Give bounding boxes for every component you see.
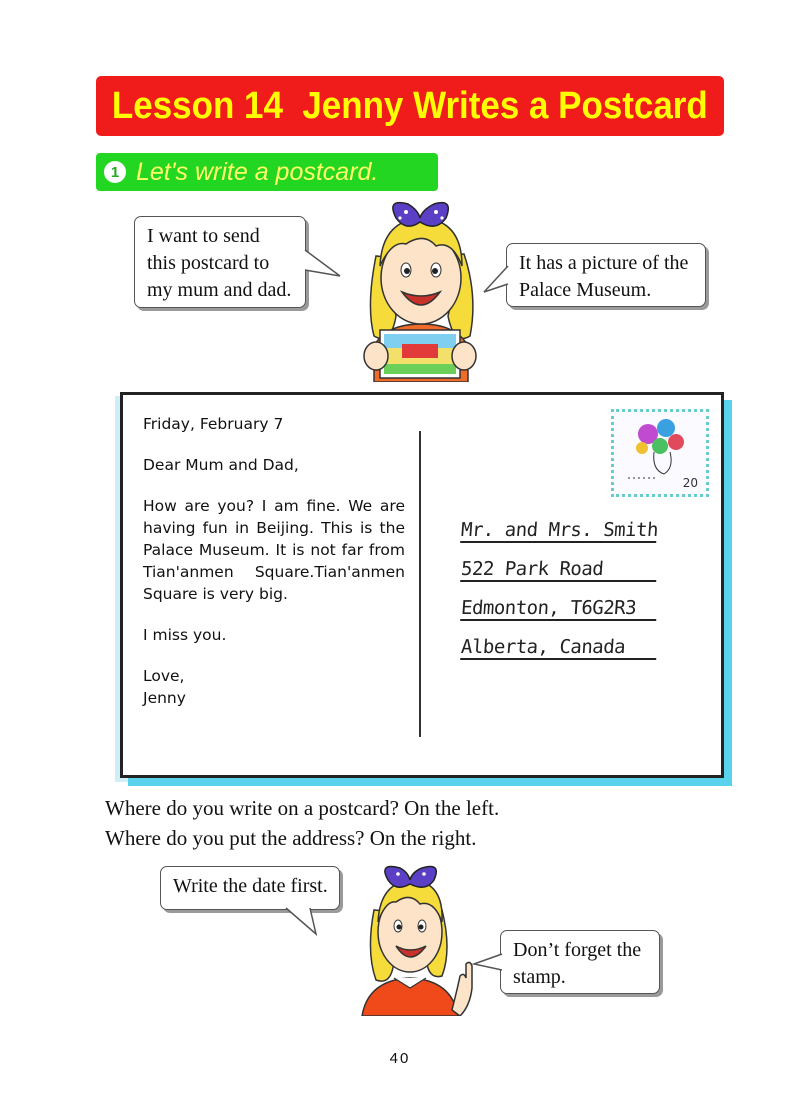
page-number: 40 — [389, 1050, 411, 1067]
bubble-line: I want to send — [147, 225, 260, 247]
lesson-title-banner — [96, 76, 724, 136]
section-heading: Let's write a postcard. — [136, 158, 379, 186]
postcard-message — [143, 413, 405, 709]
speech-bubble-tail — [470, 950, 504, 976]
postcard-date: Friday, February 7 — [143, 415, 284, 433]
postcard-signature: Jenny — [143, 689, 186, 707]
lesson-title: Lesson 14 Jenny Writes a Postcard — [112, 84, 708, 127]
postcard-divider-line — [419, 431, 421, 737]
bubble-line: Palace Museum. — [519, 279, 652, 301]
address-line-street: 522 Park Road — [460, 558, 658, 582]
speech-bubble-palace-museum — [506, 243, 706, 307]
bubble-line: Don’t forget the — [513, 939, 642, 961]
question-address-location: Where do you put the address? On the right. — [105, 826, 477, 850]
speech-bubble-tail — [282, 904, 322, 938]
jenny-waving-illustration — [348, 860, 476, 1016]
postcard-greeting: Dear Mum and Dad, — [143, 456, 299, 474]
bubble-line: my mum and dad. — [147, 279, 292, 301]
bubble-line: this postcard to — [147, 252, 270, 274]
postcard-closing: Love, — [143, 667, 185, 685]
postcard-body: How are you? I am fine. We are having fun in Beijing. This is the Palace Museum. It is not far from Tian'anmen Square.Tian'anmen Square is very big. — [143, 497, 405, 603]
speech-bubble-tail — [480, 262, 512, 298]
bubble-line: Write the date first. — [173, 875, 328, 897]
question-write-location: Where do you write on a postcard? On the left. — [105, 796, 500, 820]
address-line-province: Alberta, Canada — [460, 636, 658, 660]
bubble-line: stamp. — [513, 966, 566, 988]
speech-bubble-tail — [300, 248, 344, 282]
section-number-badge: 1 — [104, 161, 126, 183]
address-line-city: Edmonton, T6G2R3 — [460, 597, 658, 621]
stamp-value: 20 — [682, 476, 698, 490]
address-line-name: Mr. and Mrs. Smith — [460, 519, 659, 541]
speech-bubble-stamp-reminder — [500, 930, 660, 994]
speech-bubble-send-postcard — [134, 216, 306, 308]
section-heading-banner — [96, 153, 438, 191]
postcard — [120, 392, 724, 778]
postage-stamp — [611, 409, 709, 497]
bubble-line: It has a picture of the — [519, 252, 689, 274]
postcard-miss-you: I miss you. — [143, 626, 227, 644]
